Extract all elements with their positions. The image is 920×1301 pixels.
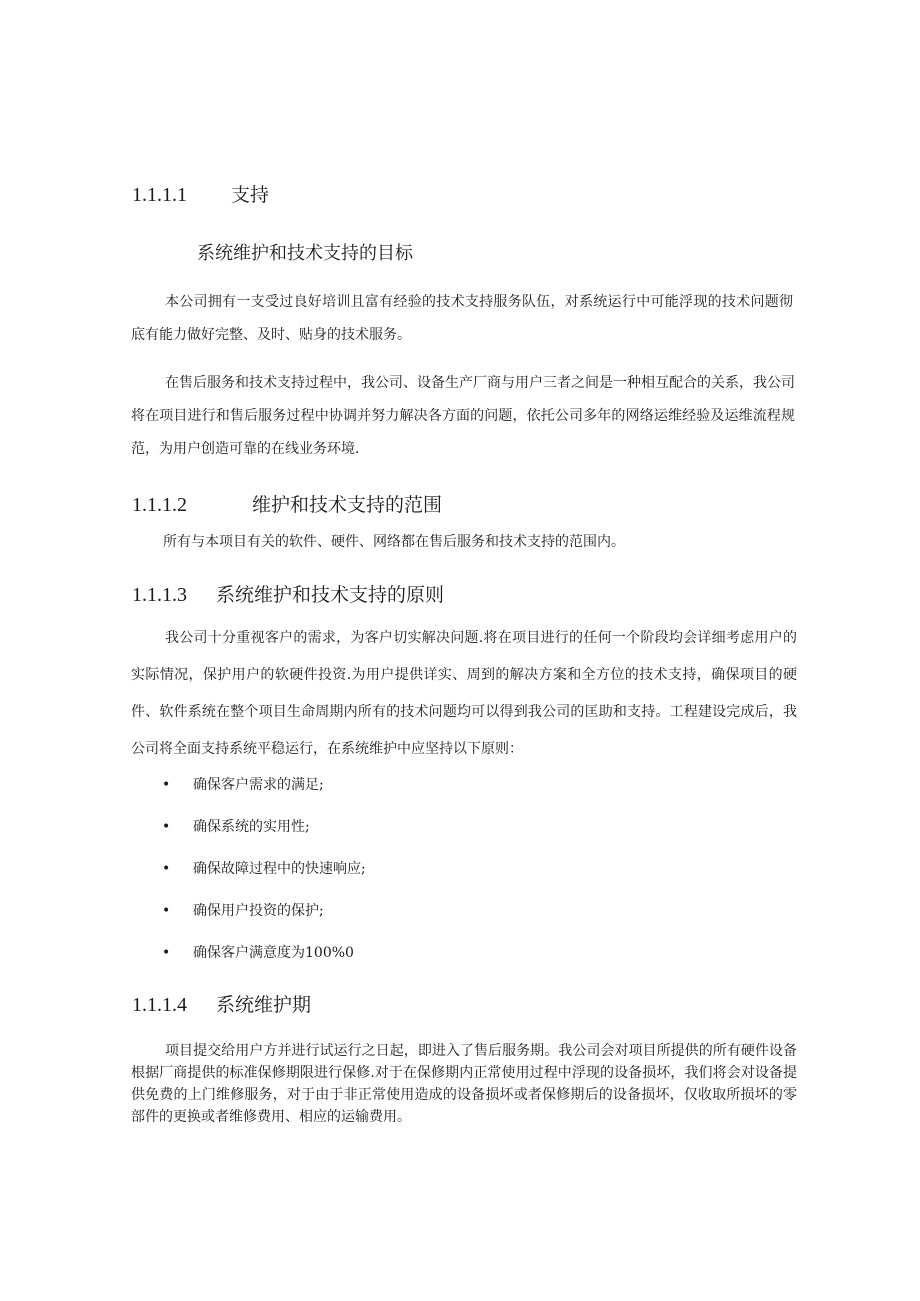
period-paragraph: 项目提交给用户方并进行试运行之日起，即进入了售后服务期。我公司会对项目所提供的所有硬件设备根据厂商提供的标准保修期限进行保修.对于在保修期内正常使用过程中浮现的设备损坏，我们将会对设备提供免费的上门维修服务，对于由于非正常使用造成的设备损坏或者保修期后的设备损坏，仅收取所损坏的零部件的更换或者维修费用、相应的运输费用。 (131, 1043, 797, 1125)
principles-paragraph: 我公司十分重视客户的需求，为客户切实解决问题.将在项目进行的任何一个阶段均会详细考虑用户的实际情况，保护用户的软硬件投资.为用户提供详实、周到的解决方案和全方位的技术支持，确保项目的硬件、软件系统在整个项目生命周期内所有的技术问题均可以得到我公司的匡助和支持。工程建设完成后，我公司将全面支持系统平稳运行，在系统维护中应坚持以下原则： (131, 630, 797, 757)
goal-paragraph-1: 本公司拥有一支受过良好培训且富有经验的技术支持服务队伍，对系统运行中可能浮现的技术问题彻底有能力做好完整、及时、贴身的技术服务。 (131, 294, 793, 343)
section-title: 维护和技术支持的范围 (252, 494, 443, 516)
list-item (162, 859, 366, 879)
list-item (162, 775, 324, 795)
section-number: 1.1.1.3 (132, 584, 187, 606)
section-heading-support (132, 183, 269, 207)
bullet-icon: • (162, 777, 171, 793)
bullet-icon: • (162, 903, 171, 919)
section-heading-principles (132, 583, 444, 607)
goal-paragraph-2: 在售后服务和技术支持过程中，我公司、设备生产厂商与用户三者之间是一种相互配合的关系，我公司将在项目进行和售后服务过程中协调并努力解决各方面的问题，依托公司多年的网络运维经验及运维流程规范，为用户创造可靠的在线业务环境. (131, 375, 795, 457)
list-item-text: 确保故障过程中的快速响应; (193, 861, 366, 877)
list-item-text: 确保系统的实用性; (193, 819, 310, 835)
bullet-icon: • (162, 861, 171, 877)
section-heading-scope (132, 493, 442, 517)
bullet-icon: • (162, 819, 171, 835)
list-item (162, 943, 354, 963)
section-title: 系统维护和技术支持的原则 (216, 584, 445, 606)
list-item (162, 817, 310, 837)
scope-paragraph: 所有与本项目有关的软件、硬件、网络都在售后服务和技术支持的范围内。 (163, 534, 625, 550)
section-heading-period (132, 993, 311, 1017)
section-title: 支持 (231, 184, 270, 206)
list-item-text: 确保用户投资的保护; (193, 903, 324, 919)
section-number: 1.1.1.1 (132, 184, 187, 206)
bullet-icon: • (162, 945, 171, 961)
subtitle-goal: 系统维护和技术支持的目标 (197, 243, 413, 264)
list-item (162, 901, 324, 921)
list-item-text: 确保客户需求的满足; (193, 777, 324, 793)
section-number: 1.1.1.2 (132, 494, 187, 516)
list-item-text: 确保客户满意度为100%0 (193, 945, 354, 961)
section-number: 1.1.1.4 (132, 994, 187, 1016)
section-title: 系统维护期 (216, 994, 312, 1016)
